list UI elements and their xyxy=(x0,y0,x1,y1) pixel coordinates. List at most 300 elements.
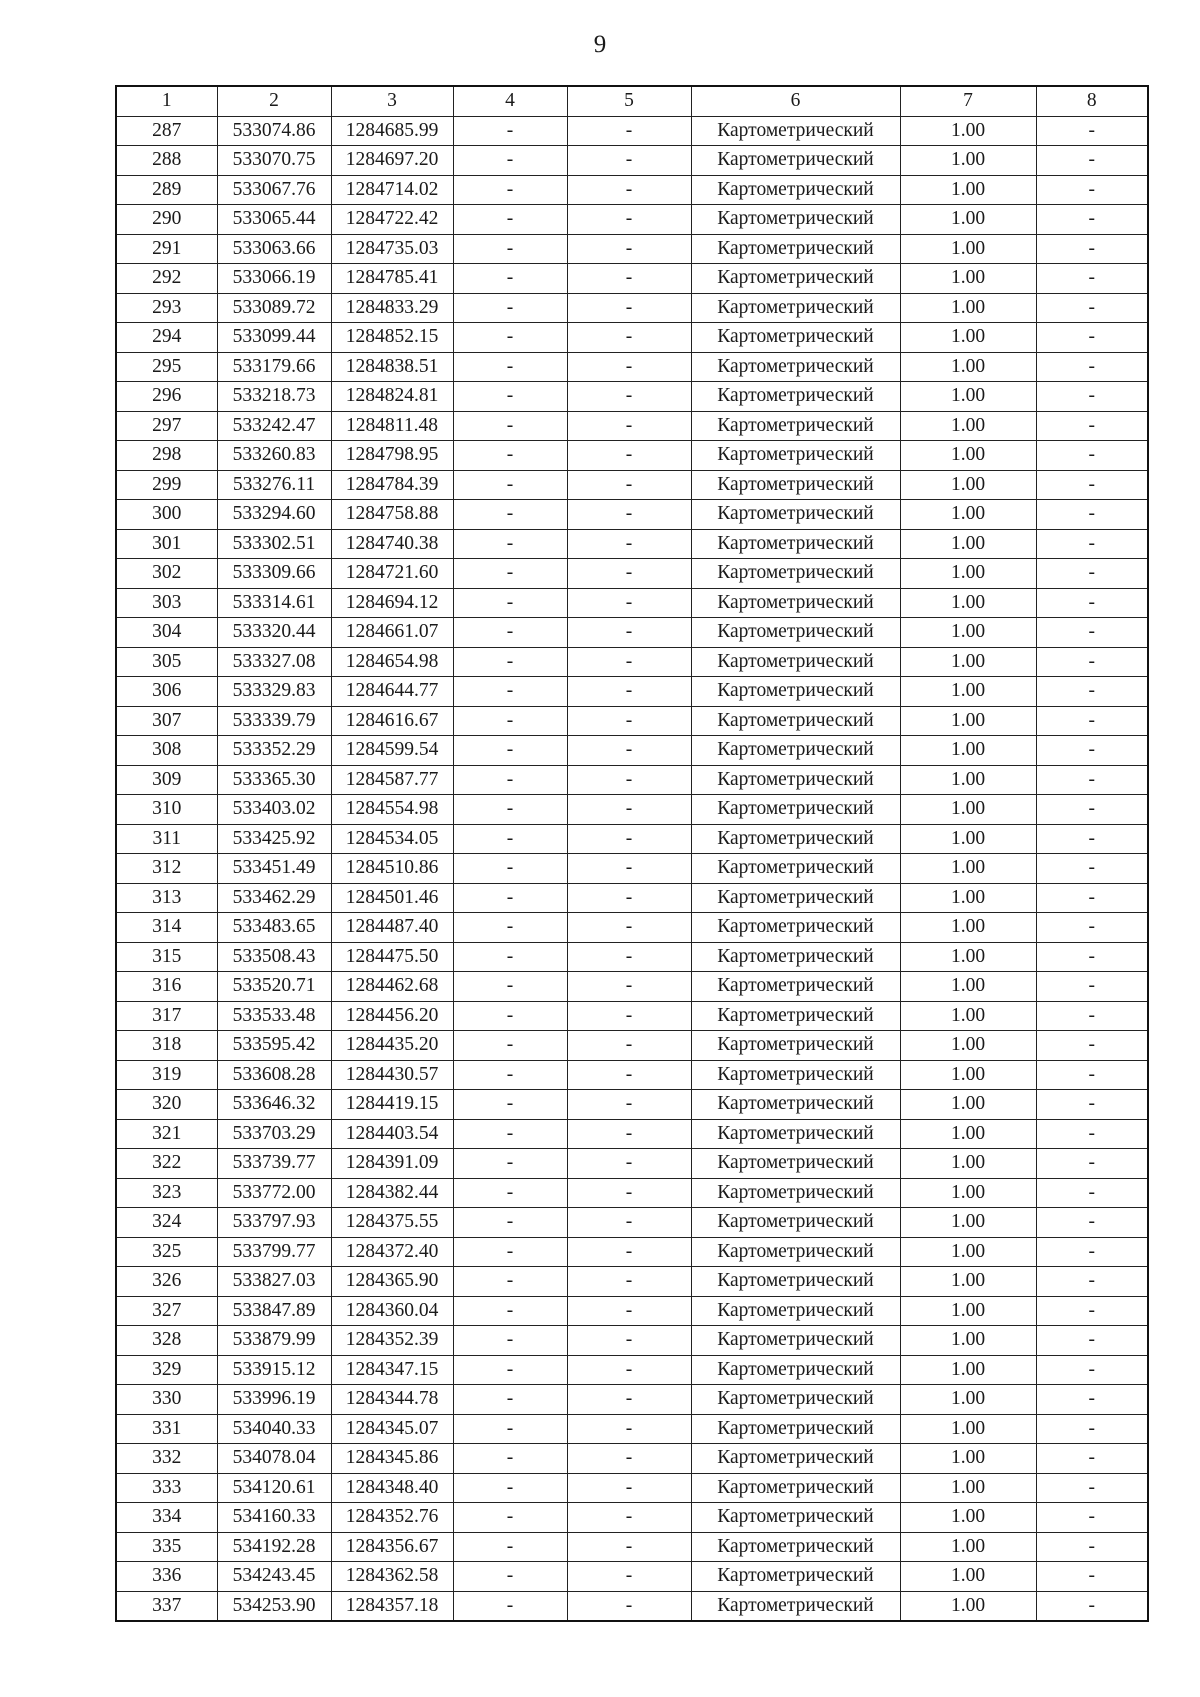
table-cell-x-coordinate: 533462.29 xyxy=(217,883,331,913)
table-cell-col-8-value: - xyxy=(1036,1296,1148,1326)
table-cell-col-8-value: - xyxy=(1036,1385,1148,1415)
table-cell-point-number: 321 xyxy=(116,1119,217,1149)
table-cell-point-number: 310 xyxy=(116,795,217,825)
table-cell-accuracy: 1.00 xyxy=(900,175,1036,205)
table-cell-accuracy: 1.00 xyxy=(900,588,1036,618)
table-cell-x-coordinate: 534160.33 xyxy=(217,1503,331,1533)
table-cell-x-coordinate: 533425.92 xyxy=(217,824,331,854)
table-cell-y-coordinate: 1284852.15 xyxy=(331,323,453,353)
table-cell-col-4-value: - xyxy=(453,1060,567,1090)
table-cell-x-coordinate: 533595.42 xyxy=(217,1031,331,1061)
table-row xyxy=(116,795,1148,825)
table-cell-col-5-value: - xyxy=(567,1326,691,1356)
table-cell-accuracy: 1.00 xyxy=(900,795,1036,825)
table-cell-y-coordinate: 1284685.99 xyxy=(331,116,453,146)
table-cell-x-coordinate: 533352.29 xyxy=(217,736,331,766)
table-cell-accuracy: 1.00 xyxy=(900,647,1036,677)
table-cell-point-number: 303 xyxy=(116,588,217,618)
table-cell-y-coordinate: 1284785.41 xyxy=(331,264,453,294)
table-cell-col-8-value: - xyxy=(1036,352,1148,382)
table-cell-y-coordinate: 1284348.40 xyxy=(331,1473,453,1503)
table-cell-col-4-value: - xyxy=(453,1296,567,1326)
table-cell-col-4-value: - xyxy=(453,883,567,913)
table-cell-col-8-value: - xyxy=(1036,618,1148,648)
table-row xyxy=(116,1149,1148,1179)
table-cell-col-4-value: - xyxy=(453,293,567,323)
table-row xyxy=(116,441,1148,471)
table-cell-col-8-value: - xyxy=(1036,942,1148,972)
table-cell-x-coordinate: 533339.79 xyxy=(217,706,331,736)
table-cell-x-coordinate: 533879.99 xyxy=(217,1326,331,1356)
table-cell-point-number: 327 xyxy=(116,1296,217,1326)
table-cell-method: Картометрический xyxy=(691,293,900,323)
table-cell-y-coordinate: 1284352.76 xyxy=(331,1503,453,1533)
table-cell-point-number: 328 xyxy=(116,1326,217,1356)
table-cell-x-coordinate: 533451.49 xyxy=(217,854,331,884)
table-cell-col-5-value: - xyxy=(567,470,691,500)
table-cell-col-4-value: - xyxy=(453,706,567,736)
table-cell-x-coordinate: 533242.47 xyxy=(217,411,331,441)
table-cell-x-coordinate: 533483.65 xyxy=(217,913,331,943)
table-cell-method: Картометрический xyxy=(691,264,900,294)
table-cell-point-number: 289 xyxy=(116,175,217,205)
coordinates-table xyxy=(115,85,1149,1622)
table-cell-method: Картометрический xyxy=(691,1591,900,1621)
table-cell-y-coordinate: 1284735.03 xyxy=(331,234,453,264)
table-cell-col-8-value: - xyxy=(1036,588,1148,618)
table-cell-accuracy: 1.00 xyxy=(900,1503,1036,1533)
table-cell-col-4-value: - xyxy=(453,1326,567,1356)
table-cell-point-number: 302 xyxy=(116,559,217,589)
table-cell-col-5-value: - xyxy=(567,1562,691,1592)
table-cell-col-8-value: - xyxy=(1036,883,1148,913)
table-cell-col-4-value: - xyxy=(453,382,567,412)
table-cell-col-4-value: - xyxy=(453,1178,567,1208)
table-cell-method: Картометрический xyxy=(691,765,900,795)
table-cell-col-4-value: - xyxy=(453,588,567,618)
table-cell-col-5-value: - xyxy=(567,824,691,854)
table-cell-accuracy: 1.00 xyxy=(900,116,1036,146)
table-cell-point-number: 335 xyxy=(116,1532,217,1562)
table-cell-method: Картометрический xyxy=(691,677,900,707)
table-row xyxy=(116,1503,1148,1533)
table-cell-method: Картометрический xyxy=(691,382,900,412)
table-cell-y-coordinate: 1284697.20 xyxy=(331,146,453,176)
table-cell-y-coordinate: 1284758.88 xyxy=(331,500,453,530)
table-cell-method: Картометрический xyxy=(691,1090,900,1120)
table-cell-y-coordinate: 1284430.57 xyxy=(331,1060,453,1090)
table-cell-method: Картометрический xyxy=(691,736,900,766)
table-row xyxy=(116,352,1148,382)
table-row xyxy=(116,382,1148,412)
table-cell-x-coordinate: 534253.90 xyxy=(217,1591,331,1621)
table-cell-accuracy: 1.00 xyxy=(900,1444,1036,1474)
table-cell-col-5-value: - xyxy=(567,1355,691,1385)
table-cell-y-coordinate: 1284356.67 xyxy=(331,1532,453,1562)
table-cell-accuracy: 1.00 xyxy=(900,854,1036,884)
table-cell-method: Картометрический xyxy=(691,411,900,441)
table-cell-accuracy: 1.00 xyxy=(900,677,1036,707)
table-cell-col-5-value: - xyxy=(567,146,691,176)
table-cell-x-coordinate: 533739.77 xyxy=(217,1149,331,1179)
table-row xyxy=(116,824,1148,854)
table-cell-col-4-value: - xyxy=(453,1149,567,1179)
table-cell-method: Картометрический xyxy=(691,234,900,264)
table-cell-col-4-value: - xyxy=(453,1267,567,1297)
table-cell-x-coordinate: 533646.32 xyxy=(217,1090,331,1120)
table-row xyxy=(116,116,1148,146)
table-cell-col-8-value: - xyxy=(1036,293,1148,323)
table-cell-col-4-value: - xyxy=(453,1532,567,1562)
table-cell-method: Картометрический xyxy=(691,146,900,176)
table-cell-col-5-value: - xyxy=(567,1473,691,1503)
table-cell-col-5-value: - xyxy=(567,1532,691,1562)
table-cell-y-coordinate: 1284554.98 xyxy=(331,795,453,825)
table-cell-method: Картометрический xyxy=(691,1237,900,1267)
table-row xyxy=(116,1208,1148,1238)
table-cell-point-number: 323 xyxy=(116,1178,217,1208)
table-cell-y-coordinate: 1284714.02 xyxy=(331,175,453,205)
table-cell-accuracy: 1.00 xyxy=(900,1031,1036,1061)
table-cell-col-8-value: - xyxy=(1036,736,1148,766)
table-cell-accuracy: 1.00 xyxy=(900,1090,1036,1120)
table-cell-accuracy: 1.00 xyxy=(900,1532,1036,1562)
table-cell-point-number: 324 xyxy=(116,1208,217,1238)
table-cell-col-8-value: - xyxy=(1036,647,1148,677)
table-cell-col-4-value: - xyxy=(453,1591,567,1621)
table-cell-x-coordinate: 533070.75 xyxy=(217,146,331,176)
table-cell-y-coordinate: 1284391.09 xyxy=(331,1149,453,1179)
table-cell-point-number: 292 xyxy=(116,264,217,294)
table-cell-col-8-value: - xyxy=(1036,1149,1148,1179)
table-cell-y-coordinate: 1284345.07 xyxy=(331,1414,453,1444)
table-cell-y-coordinate: 1284811.48 xyxy=(331,411,453,441)
table-row xyxy=(116,1414,1148,1444)
table-cell-accuracy: 1.00 xyxy=(900,736,1036,766)
table-cell-y-coordinate: 1284833.29 xyxy=(331,293,453,323)
table-row xyxy=(116,677,1148,707)
table-cell-x-coordinate: 533302.51 xyxy=(217,529,331,559)
table-cell-point-number: 296 xyxy=(116,382,217,412)
table-cell-col-8-value: - xyxy=(1036,1267,1148,1297)
table-cell-x-coordinate: 533508.43 xyxy=(217,942,331,972)
table-cell-point-number: 326 xyxy=(116,1267,217,1297)
table-cell-x-coordinate: 533327.08 xyxy=(217,647,331,677)
table-cell-col-8-value: - xyxy=(1036,529,1148,559)
table-cell-point-number: 306 xyxy=(116,677,217,707)
table-cell-col-5-value: - xyxy=(567,411,691,441)
table-cell-col-4-value: - xyxy=(453,500,567,530)
table-cell-col-8-value: - xyxy=(1036,1178,1148,1208)
table-cell-accuracy: 1.00 xyxy=(900,1149,1036,1179)
table-cell-col-8-value: - xyxy=(1036,1562,1148,1592)
table-cell-method: Картометрический xyxy=(691,1001,900,1031)
table-cell-col-5-value: - xyxy=(567,1296,691,1326)
table-cell-method: Картометрический xyxy=(691,795,900,825)
table-cell-point-number: 290 xyxy=(116,205,217,235)
table-cell-col-8-value: - xyxy=(1036,1355,1148,1385)
table-body xyxy=(116,116,1148,1621)
table-cell-col-8-value: - xyxy=(1036,323,1148,353)
table-cell-x-coordinate: 533065.44 xyxy=(217,205,331,235)
table-cell-accuracy: 1.00 xyxy=(900,264,1036,294)
table-cell-point-number: 294 xyxy=(116,323,217,353)
table-cell-accuracy: 1.00 xyxy=(900,1296,1036,1326)
table-cell-x-coordinate: 533996.19 xyxy=(217,1385,331,1415)
table-cell-accuracy: 1.00 xyxy=(900,352,1036,382)
table-cell-x-coordinate: 533799.77 xyxy=(217,1237,331,1267)
table-row xyxy=(116,470,1148,500)
table-cell-x-coordinate: 533099.44 xyxy=(217,323,331,353)
table-cell-accuracy: 1.00 xyxy=(900,411,1036,441)
table-cell-col-8-value: - xyxy=(1036,1591,1148,1621)
table-cell-col-4-value: - xyxy=(453,1119,567,1149)
table-cell-col-5-value: - xyxy=(567,883,691,913)
table-row xyxy=(116,1090,1148,1120)
table-cell-accuracy: 1.00 xyxy=(900,293,1036,323)
table-cell-y-coordinate: 1284616.67 xyxy=(331,706,453,736)
table-cell-accuracy: 1.00 xyxy=(900,1562,1036,1592)
table-cell-col-5-value: - xyxy=(567,1031,691,1061)
table-cell-col-4-value: - xyxy=(453,1237,567,1267)
table-cell-x-coordinate: 533067.76 xyxy=(217,175,331,205)
table-cell-x-coordinate: 533797.93 xyxy=(217,1208,331,1238)
table-cell-col-8-value: - xyxy=(1036,205,1148,235)
table-row xyxy=(116,1296,1148,1326)
table-cell-y-coordinate: 1284475.50 xyxy=(331,942,453,972)
table-cell-x-coordinate: 534120.61 xyxy=(217,1473,331,1503)
table-cell-y-coordinate: 1284654.98 xyxy=(331,647,453,677)
table-cell-col-8-value: - xyxy=(1036,854,1148,884)
table-row xyxy=(116,1119,1148,1149)
table-cell-col-8-value: - xyxy=(1036,972,1148,1002)
table-cell-col-5-value: - xyxy=(567,913,691,943)
table-cell-point-number: 304 xyxy=(116,618,217,648)
column-header-7: 7 xyxy=(900,86,1036,116)
table-cell-point-number: 293 xyxy=(116,293,217,323)
table-cell-method: Картометрический xyxy=(691,854,900,884)
table-cell-col-8-value: - xyxy=(1036,1090,1148,1120)
table-cell-x-coordinate: 533320.44 xyxy=(217,618,331,648)
table-cell-point-number: 291 xyxy=(116,234,217,264)
table-cell-col-8-value: - xyxy=(1036,175,1148,205)
table-cell-point-number: 329 xyxy=(116,1355,217,1385)
table-cell-point-number: 301 xyxy=(116,529,217,559)
table-cell-accuracy: 1.00 xyxy=(900,706,1036,736)
table-cell-y-coordinate: 1284462.68 xyxy=(331,972,453,1002)
table-cell-accuracy: 1.00 xyxy=(900,529,1036,559)
table-cell-y-coordinate: 1284644.77 xyxy=(331,677,453,707)
table-row xyxy=(116,1060,1148,1090)
table-cell-col-4-value: - xyxy=(453,1444,567,1474)
table-row xyxy=(116,883,1148,913)
table-cell-y-coordinate: 1284372.40 xyxy=(331,1237,453,1267)
table-cell-method: Картометрический xyxy=(691,824,900,854)
table-cell-col-8-value: - xyxy=(1036,441,1148,471)
table-cell-y-coordinate: 1284347.15 xyxy=(331,1355,453,1385)
table-cell-method: Картометрический xyxy=(691,500,900,530)
table-cell-point-number: 287 xyxy=(116,116,217,146)
table-cell-col-5-value: - xyxy=(567,972,691,1002)
table-cell-point-number: 297 xyxy=(116,411,217,441)
table-cell-col-4-value: - xyxy=(453,264,567,294)
table-cell-method: Картометрический xyxy=(691,1326,900,1356)
table-cell-x-coordinate: 533533.48 xyxy=(217,1001,331,1031)
table-cell-col-4-value: - xyxy=(453,146,567,176)
table-cell-col-8-value: - xyxy=(1036,913,1148,943)
table-cell-y-coordinate: 1284360.04 xyxy=(331,1296,453,1326)
table-cell-col-4-value: - xyxy=(453,1473,567,1503)
table-cell-col-4-value: - xyxy=(453,1414,567,1444)
table-cell-x-coordinate: 533066.19 xyxy=(217,264,331,294)
table-cell-col-8-value: - xyxy=(1036,677,1148,707)
table-row xyxy=(116,765,1148,795)
table-cell-col-8-value: - xyxy=(1036,382,1148,412)
table-cell-col-8-value: - xyxy=(1036,1119,1148,1149)
table-cell-col-4-value: - xyxy=(453,913,567,943)
table-cell-y-coordinate: 1284352.39 xyxy=(331,1326,453,1356)
table-cell-col-8-value: - xyxy=(1036,470,1148,500)
table-cell-col-5-value: - xyxy=(567,352,691,382)
table-cell-point-number: 299 xyxy=(116,470,217,500)
table-row xyxy=(116,1001,1148,1031)
table-cell-point-number: 307 xyxy=(116,706,217,736)
table-row xyxy=(116,913,1148,943)
table-cell-x-coordinate: 533915.12 xyxy=(217,1355,331,1385)
table-cell-x-coordinate: 533089.72 xyxy=(217,293,331,323)
table-cell-method: Картометрический xyxy=(691,1355,900,1385)
table-row xyxy=(116,559,1148,589)
table-cell-col-5-value: - xyxy=(567,618,691,648)
table-cell-method: Картометрический xyxy=(691,529,900,559)
table-cell-col-4-value: - xyxy=(453,647,567,677)
table-cell-col-4-value: - xyxy=(453,470,567,500)
table-cell-col-5-value: - xyxy=(567,795,691,825)
table-cell-col-5-value: - xyxy=(567,677,691,707)
table-cell-y-coordinate: 1284456.20 xyxy=(331,1001,453,1031)
table-cell-x-coordinate: 533063.66 xyxy=(217,234,331,264)
table-cell-point-number: 330 xyxy=(116,1385,217,1415)
table-cell-method: Картометрический xyxy=(691,1414,900,1444)
table-cell-col-4-value: - xyxy=(453,529,567,559)
table-row xyxy=(116,1031,1148,1061)
table-cell-point-number: 313 xyxy=(116,883,217,913)
table-cell-col-5-value: - xyxy=(567,736,691,766)
table-cell-y-coordinate: 1284722.42 xyxy=(331,205,453,235)
table-row xyxy=(116,1267,1148,1297)
table-cell-col-8-value: - xyxy=(1036,116,1148,146)
table-cell-point-number: 336 xyxy=(116,1562,217,1592)
table-cell-point-number: 319 xyxy=(116,1060,217,1090)
table-cell-y-coordinate: 1284501.46 xyxy=(331,883,453,913)
table-cell-col-5-value: - xyxy=(567,588,691,618)
table-cell-col-4-value: - xyxy=(453,824,567,854)
table-cell-y-coordinate: 1284419.15 xyxy=(331,1090,453,1120)
table-cell-y-coordinate: 1284487.40 xyxy=(331,913,453,943)
table-cell-col-4-value: - xyxy=(453,942,567,972)
table-cell-col-5-value: - xyxy=(567,854,691,884)
table-cell-point-number: 333 xyxy=(116,1473,217,1503)
table-cell-col-8-value: - xyxy=(1036,765,1148,795)
table-cell-x-coordinate: 533309.66 xyxy=(217,559,331,589)
table-cell-col-8-value: - xyxy=(1036,1060,1148,1090)
table-cell-col-8-value: - xyxy=(1036,1532,1148,1562)
table-cell-point-number: 320 xyxy=(116,1090,217,1120)
table-row xyxy=(116,1178,1148,1208)
table-cell-method: Картометрический xyxy=(691,470,900,500)
table-cell-method: Картометрический xyxy=(691,1119,900,1149)
table-cell-point-number: 288 xyxy=(116,146,217,176)
column-header-1: 1 xyxy=(116,86,217,116)
table-cell-col-4-value: - xyxy=(453,441,567,471)
table-cell-col-8-value: - xyxy=(1036,1326,1148,1356)
table-cell-point-number: 314 xyxy=(116,913,217,943)
table-cell-x-coordinate: 534078.04 xyxy=(217,1444,331,1474)
table-cell-col-8-value: - xyxy=(1036,1473,1148,1503)
table-cell-y-coordinate: 1284721.60 xyxy=(331,559,453,589)
table-row xyxy=(116,736,1148,766)
table-cell-point-number: 318 xyxy=(116,1031,217,1061)
table-header-row xyxy=(116,86,1148,116)
table-cell-col-5-value: - xyxy=(567,1267,691,1297)
table-cell-col-8-value: - xyxy=(1036,1503,1148,1533)
table-cell-y-coordinate: 1284344.78 xyxy=(331,1385,453,1415)
table-cell-col-5-value: - xyxy=(567,1119,691,1149)
table-cell-method: Картометрический xyxy=(691,618,900,648)
table-cell-point-number: 305 xyxy=(116,647,217,677)
table-cell-col-5-value: - xyxy=(567,323,691,353)
table-cell-col-5-value: - xyxy=(567,264,691,294)
table-cell-x-coordinate: 533179.66 xyxy=(217,352,331,382)
table-cell-col-8-value: - xyxy=(1036,559,1148,589)
table-cell-col-5-value: - xyxy=(567,1591,691,1621)
column-header-3: 3 xyxy=(331,86,453,116)
table-cell-accuracy: 1.00 xyxy=(900,1326,1036,1356)
table-row xyxy=(116,1473,1148,1503)
table-cell-col-4-value: - xyxy=(453,854,567,884)
table-cell-col-8-value: - xyxy=(1036,411,1148,441)
table-cell-col-4-value: - xyxy=(453,205,567,235)
table-cell-accuracy: 1.00 xyxy=(900,913,1036,943)
table-cell-col-4-value: - xyxy=(453,1090,567,1120)
table-cell-col-4-value: - xyxy=(453,765,567,795)
table-cell-col-5-value: - xyxy=(567,765,691,795)
table-cell-x-coordinate: 533276.11 xyxy=(217,470,331,500)
table-cell-y-coordinate: 1284740.38 xyxy=(331,529,453,559)
table-cell-accuracy: 1.00 xyxy=(900,1414,1036,1444)
table-cell-col-8-value: - xyxy=(1036,706,1148,736)
table-cell-y-coordinate: 1284510.86 xyxy=(331,854,453,884)
table-cell-col-5-value: - xyxy=(567,1503,691,1533)
table-cell-point-number: 315 xyxy=(116,942,217,972)
table-cell-method: Картометрический xyxy=(691,706,900,736)
table-row xyxy=(116,500,1148,530)
table-cell-col-5-value: - xyxy=(567,942,691,972)
table-cell-method: Картометрический xyxy=(691,205,900,235)
table-cell-accuracy: 1.00 xyxy=(900,883,1036,913)
table-cell-col-8-value: - xyxy=(1036,1444,1148,1474)
table-cell-col-4-value: - xyxy=(453,352,567,382)
table-cell-x-coordinate: 533314.61 xyxy=(217,588,331,618)
table-cell-col-4-value: - xyxy=(453,411,567,441)
table-cell-col-8-value: - xyxy=(1036,1414,1148,1444)
table-cell-method: Картометрический xyxy=(691,647,900,677)
table-cell-col-8-value: - xyxy=(1036,1208,1148,1238)
table-cell-col-8-value: - xyxy=(1036,1031,1148,1061)
table-row xyxy=(116,234,1148,264)
table-row xyxy=(116,323,1148,353)
table-cell-method: Картометрический xyxy=(691,441,900,471)
